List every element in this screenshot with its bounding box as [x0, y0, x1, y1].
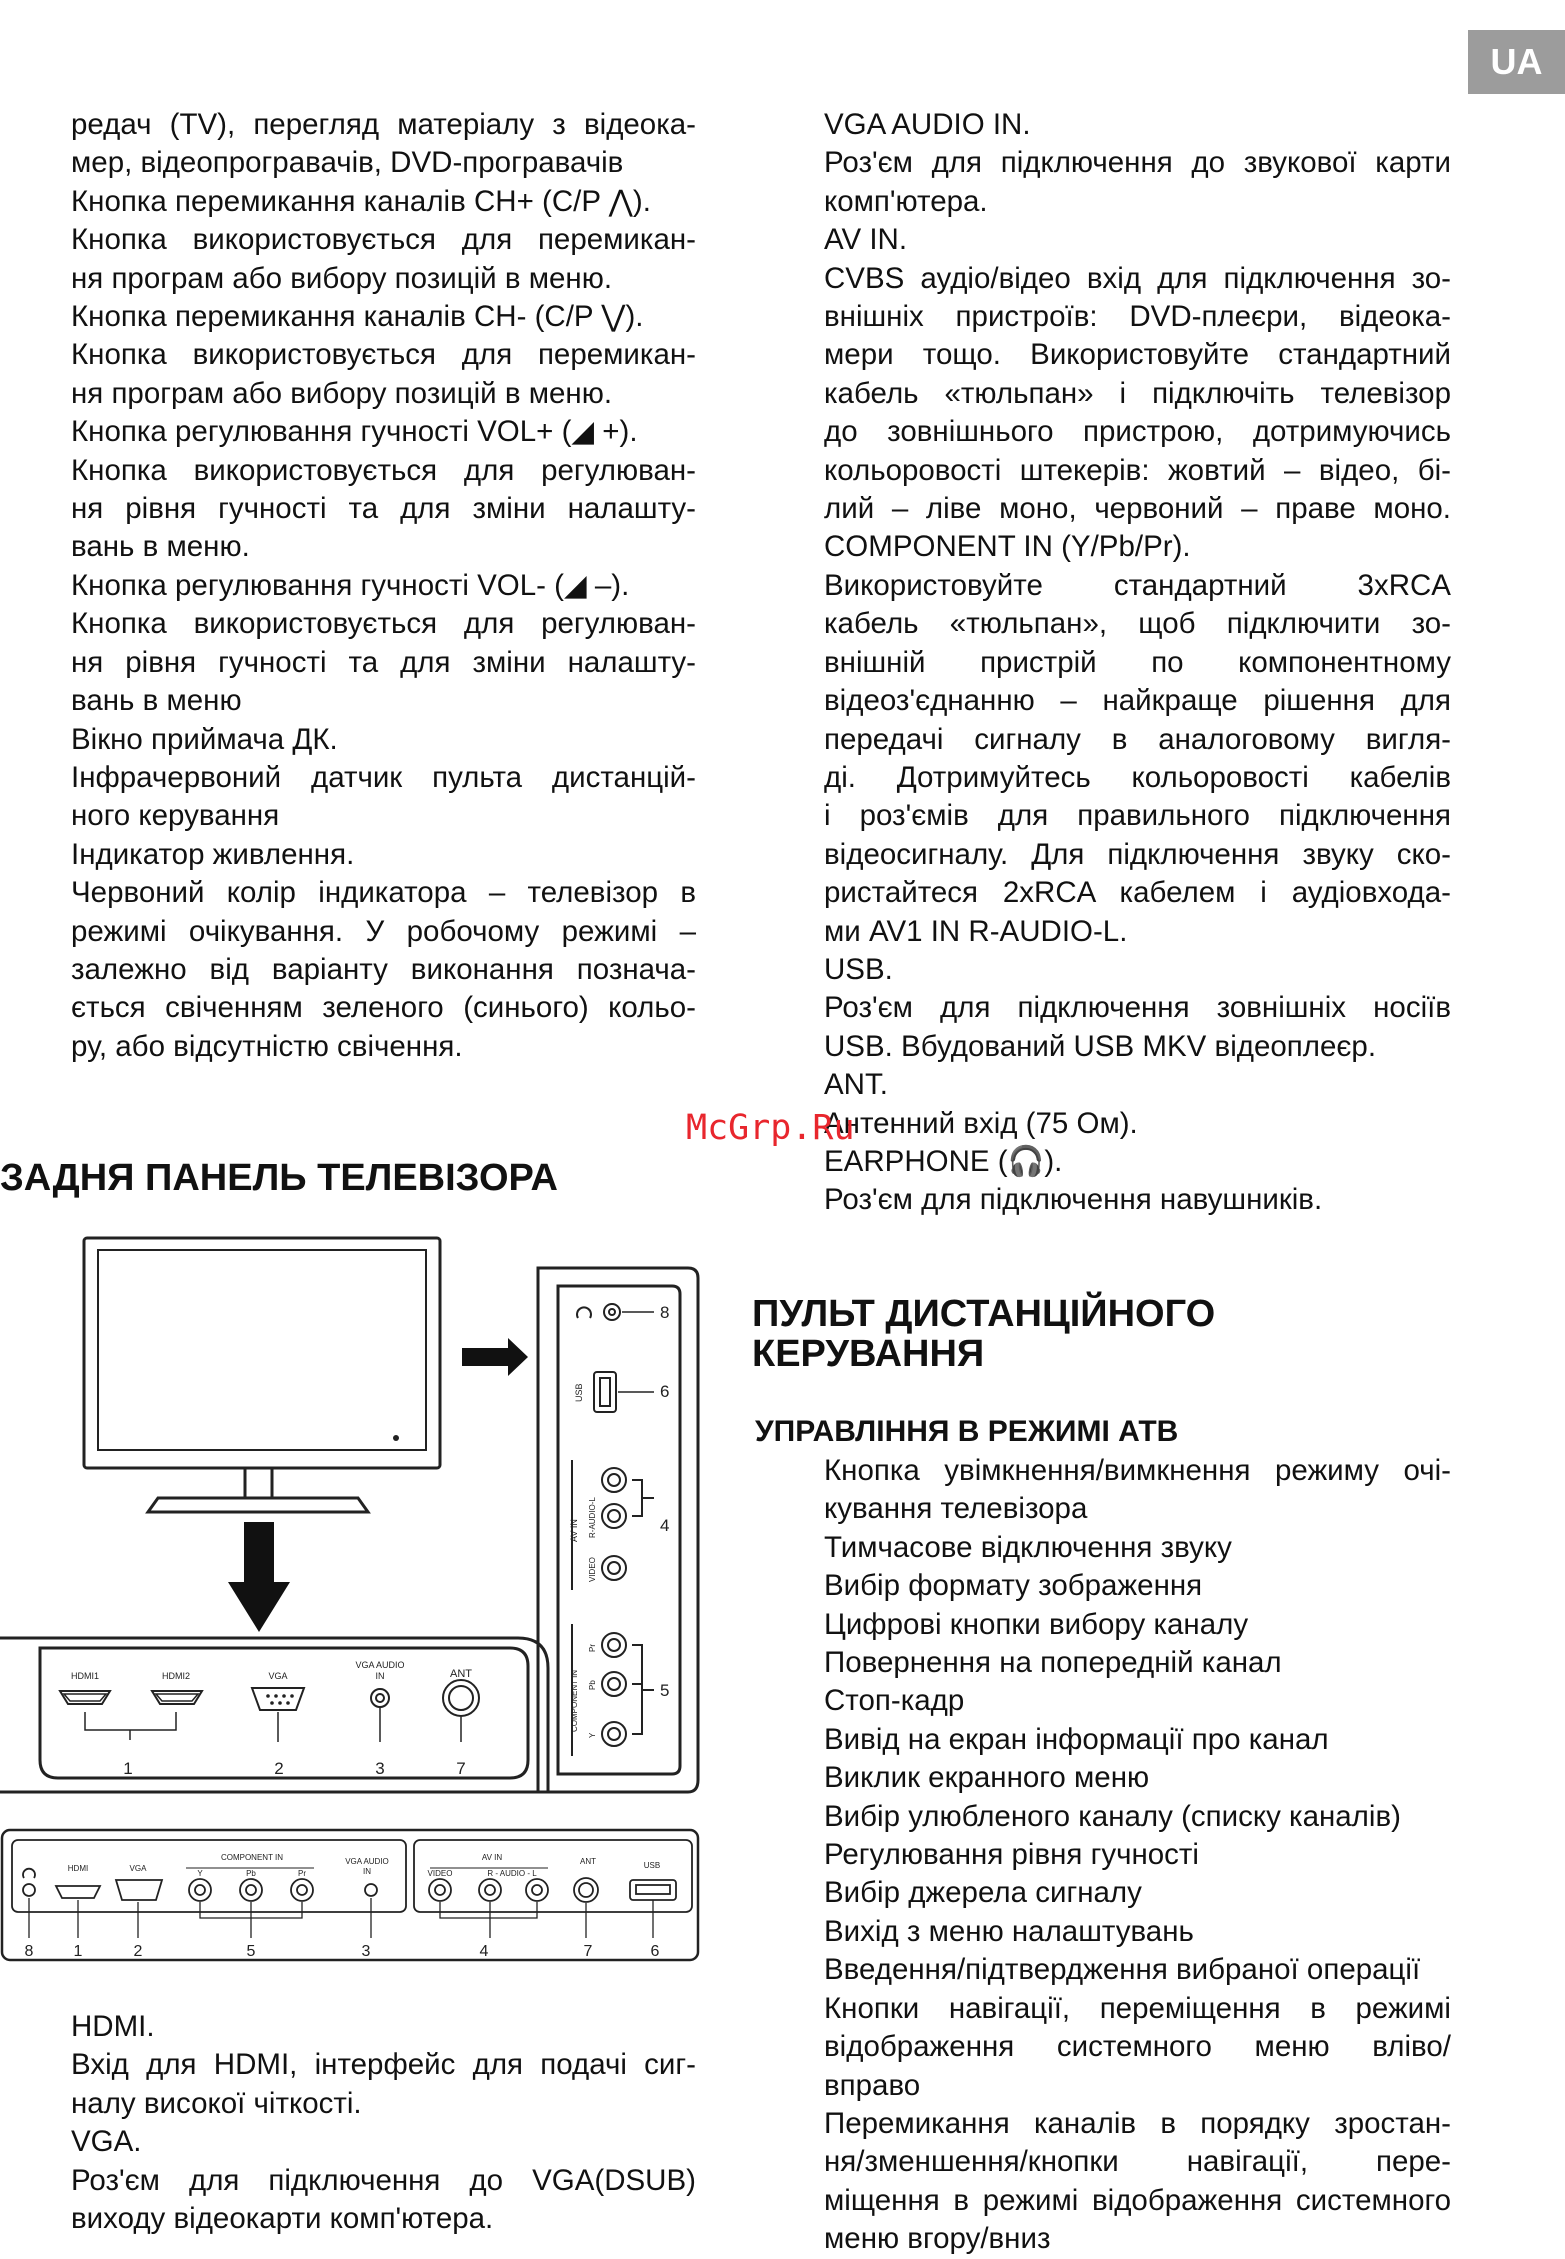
callout-bottom-8: 8	[24, 1943, 34, 1960]
label-video-side: VIDEO	[588, 1557, 597, 1582]
text-line: ня рівня гучності та для зміни налашту-	[71, 492, 696, 526]
text-line: кабель «тюльпан» і підключіть телевізор	[824, 376, 1451, 410]
text-line: редач (TV), перегляд матеріалу з відеока-	[71, 108, 696, 141]
text-line: ру, або відсутністю свічення.	[71, 1029, 463, 1063]
callout-5: 5	[660, 1681, 670, 1700]
label-vga-audio: VGA AUDIO	[355, 1660, 405, 1670]
label-av-in-bottom: AV IN	[481, 1853, 503, 1862]
text-line: залежно від варіанту виконання познача-	[71, 952, 696, 986]
callout-3: 3	[375, 1759, 385, 1778]
label-hdmi-bottom: HDMI	[67, 1864, 89, 1873]
arrow-down-icon	[228, 1522, 290, 1632]
text-line: Роз'єм для підключення до звукової карти	[824, 146, 1451, 180]
watermark: McGrp.Ru	[686, 1108, 855, 1148]
text-line: і роз'ємів для правильного підключення	[824, 799, 1451, 833]
right-top-text	[824, 106, 1451, 1220]
text-line: USB. Вбудований USB MKV відеоплеєр.	[824, 1029, 1377, 1063]
text-line: ді. Дотримуйтесь кольоровості кабелів	[824, 760, 1451, 794]
text-line: ми AV1 IN R-AUDIO-L.	[824, 914, 1128, 948]
label-av-in-side: AV IN	[569, 1519, 579, 1542]
text-line: відеоз'єднанню – найкраще рішення для	[824, 684, 1451, 718]
tv-side-panel	[538, 1268, 698, 1792]
text-line: ється свіченням зеленого (синього) кольо-	[71, 991, 696, 1025]
back-panel-connectors-diagram	[0, 1828, 702, 1962]
text-line: Виклик екранного меню	[824, 1761, 1150, 1795]
text-line: Вхід для HDMI, інтерфейс для подачі сиг-	[71, 2048, 696, 2082]
text-line: Вивід на екран інформації про канал	[824, 1722, 1329, 1756]
text-line: меню вгору/вниз	[824, 2222, 1051, 2256]
text-line: Кнопка використовується для перемикан-	[71, 338, 696, 372]
back-panel-heading: ЗАДНЯ ПАНЕЛЬ ТЕЛЕВІЗОРА	[0, 1157, 558, 1199]
text-line: Кнопка перемикання каналів CH- (C/P ⋁).	[71, 300, 644, 334]
text-line: Вибір формату зображення	[824, 1569, 1203, 1603]
text-line: міщення в режимі відображення системного	[824, 2183, 1451, 2217]
text-line: вань в меню	[71, 684, 242, 718]
text-line: Цифрові кнопки вибору каналу	[824, 1607, 1249, 1641]
text-line: ного керування	[71, 799, 280, 833]
label-hdmi2: HDMI2	[161, 1671, 191, 1681]
text-line: VGA.	[71, 2125, 142, 2159]
label-vga-bottom: VGA	[129, 1864, 147, 1873]
text-line: Роз'єм для підключення навушників.	[824, 1183, 1323, 1217]
label-component-side: COMPONENT IN	[570, 1669, 579, 1732]
text-line: Перемикання каналів в порядку зростан-	[824, 2106, 1451, 2140]
callout-8: 8	[660, 1303, 670, 1322]
tv-monitor	[84, 1238, 440, 1468]
text-line: ANT.	[824, 1068, 888, 1102]
callout-bottom-5: 5	[246, 1943, 256, 1960]
callout-2: 2	[274, 1759, 284, 1778]
text-line: HDMI.	[71, 2010, 155, 2043]
text-line: Повернення на попередній канал	[824, 1646, 1282, 1680]
text-line: Використовуйте стандартний 3xRCA	[824, 568, 1451, 602]
text-line: CVBS аудіо/відео вхід для підключення зо-	[824, 261, 1451, 295]
callout-7: 7	[456, 1759, 466, 1778]
atv-heading: УПРАВЛІННЯ В РЕЖИМІ АТВ	[755, 1415, 1179, 1448]
text-line: внішній пристрій по компонентному	[824, 645, 1451, 679]
text-line: лий – ліве моно, червоний – праве моно.	[824, 492, 1451, 526]
label-vga: VGA	[268, 1671, 288, 1681]
text-line: Кнопка використовується для перемикан-	[71, 223, 696, 257]
text-line: Стоп-кадр	[824, 1684, 965, 1718]
text-line: кабель «тюльпан», щоб підключити зо-	[824, 607, 1451, 641]
label-vga-audio-bottom: VGA AUDIO	[345, 1857, 389, 1866]
label-y-bottom: Y	[197, 1869, 203, 1878]
text-line: кольоровості штекерів: жовтий – відео, бі-	[824, 453, 1451, 487]
text-line: до зовнішнього пристрою, дотримуючись	[824, 415, 1451, 449]
label-usb-side: USB	[574, 1383, 584, 1402]
text-line: EARPHONE (🎧).	[824, 1144, 1063, 1178]
text-line: ня програм або вибору позицій в меню.	[71, 376, 613, 410]
back-panel-diagram	[0, 1220, 710, 1800]
text-line: внішніх пристроїв: DVD-плеєри, відеока-	[824, 300, 1451, 334]
text-line: вань в меню.	[71, 530, 250, 564]
callout-bottom-6: 6	[650, 1943, 660, 1960]
callout-bottom-2: 2	[133, 1943, 143, 1960]
text-line: виходу відеокарти комп'ютера.	[71, 2202, 494, 2236]
text-line: режимі очікування. У робочому режимі –	[71, 914, 696, 948]
text-line: ня програм або вибору позицій в меню.	[71, 261, 613, 295]
text-line: Червоний колір індикатора – телевізор в	[71, 876, 696, 910]
text-line: Тимчасове відключення звуку	[824, 1530, 1232, 1564]
label-vga-audio-in: IN	[375, 1671, 385, 1681]
text-line: мер, відеопрогравачів, DVD-програвачів	[71, 146, 624, 180]
text-line: Вибір джерела сигналу	[824, 1876, 1142, 1910]
text-line: відображення системного меню вліво/	[824, 2030, 1451, 2064]
headphone-icon-bottom	[23, 1869, 35, 1878]
remote-heading: ПУЛЬТ ДИСТАНЦІЙНОГО КЕРУВАННЯ	[752, 1293, 1216, 1375]
callout-6: 6	[660, 1382, 670, 1401]
text-line: Роз'єм для підключення до VGA(DSUB)	[71, 2163, 696, 2197]
callout-bottom-3: 3	[361, 1943, 371, 1960]
label-ant-bottom: ANT	[580, 1857, 596, 1866]
text-line: AV IN.	[824, 223, 908, 257]
text-line: Вибір улюбленого каналу (списку каналів)	[824, 1799, 1401, 1833]
text-line: комп'ютера.	[824, 184, 988, 218]
text-line: Антенний вхід (75 Ом).	[824, 1106, 1138, 1140]
headphone-icon	[577, 1307, 591, 1318]
label-y-side: Y	[588, 1732, 597, 1738]
label-video-bottom: VIDEO	[427, 1869, 453, 1878]
callout-4: 4	[660, 1516, 670, 1535]
text-line: Кнопка перемикання каналів CH+ (C/P ⋀).	[71, 184, 651, 218]
text-line: Кнопка використовується для регулюван-	[71, 607, 696, 641]
label-vga-audio-in-bottom: IN	[363, 1867, 371, 1876]
callout-bottom-1: 1	[73, 1943, 83, 1960]
text-line: ня/зменшення/кнопки навігації, пере-	[824, 2145, 1451, 2179]
right-bottom-text	[824, 1452, 1451, 2259]
text-line: вправо	[824, 2068, 921, 2102]
text-line: Вихід з меню налаштувань	[824, 1914, 1194, 1948]
language-badge: UA	[1468, 30, 1565, 94]
label-pr-side: Pr	[588, 1644, 597, 1652]
text-line: Вікно приймача ДК.	[71, 722, 338, 756]
text-line: Введення/підтвердження вибраної операції	[824, 1953, 1421, 1987]
label-pb-side: Pb	[588, 1680, 597, 1690]
label-usb-bottom: USB	[643, 1861, 661, 1870]
text-line: мери тощо. Використовуйте стандартний	[824, 338, 1451, 372]
text-line: Роз'єм для підключення зовнішніх носіїв	[824, 991, 1451, 1025]
text-line: Регулювання рівня гучності	[824, 1838, 1199, 1872]
text-line: налу високої чіткості.	[71, 2086, 362, 2120]
arrow-right-icon	[462, 1338, 528, 1376]
callout-bottom-4: 4	[479, 1943, 489, 1960]
text-line: передачі сигналу в аналоговому вигля-	[824, 722, 1451, 756]
text-line: VGA AUDIO IN.	[824, 108, 1031, 141]
text-line: Індикатор живлення.	[71, 837, 355, 871]
text-line: Кнопка регулювання гучності VOL+ (◢ +).	[71, 415, 638, 449]
label-hdmi1: HDMI1	[70, 1671, 100, 1681]
label-r-audio-l-bottom: R - AUDIO - L	[487, 1869, 537, 1878]
text-line: Кнопка використовується для регулюван-	[71, 453, 696, 487]
text-line: COMPONENT IN (Y/Pb/Pr).	[824, 530, 1191, 564]
text-line: Кнопка регулювання гучності VOL- (◢ –).	[71, 568, 630, 602]
text-line: кування телевізора	[824, 1492, 1088, 1526]
text-line: Кнопки навігації, переміщення в режимі	[824, 1991, 1451, 2025]
label-pr-bottom: Pr	[298, 1869, 306, 1878]
label-pb-bottom: Pb	[246, 1869, 256, 1878]
label-component-bottom: COMPONENT IN	[220, 1853, 284, 1862]
label-r-audio-l-side: R-AUDIO-L	[588, 1497, 597, 1538]
left-bottom-text	[71, 2008, 696, 2238]
label-ant: ANT	[450, 1668, 472, 1680]
callout-1: 1	[123, 1759, 133, 1778]
text-line: USB.	[824, 952, 893, 986]
left-top-text	[71, 106, 696, 1066]
callout-bottom-7: 7	[583, 1943, 593, 1960]
text-line: ня рівня гучності та для зміни налашту-	[71, 645, 696, 679]
text-line: ристайтеся 2xRCA кабелем і аудіовхода-	[824, 876, 1451, 910]
text-line: Кнопка увімкнення/вимкнення режиму очі-	[824, 1454, 1451, 1487]
text-line: Інфрачервоний датчик пульта дистанцій-	[71, 760, 696, 794]
text-line: відеосигналу. Для підключення звуку ско-	[824, 837, 1451, 871]
